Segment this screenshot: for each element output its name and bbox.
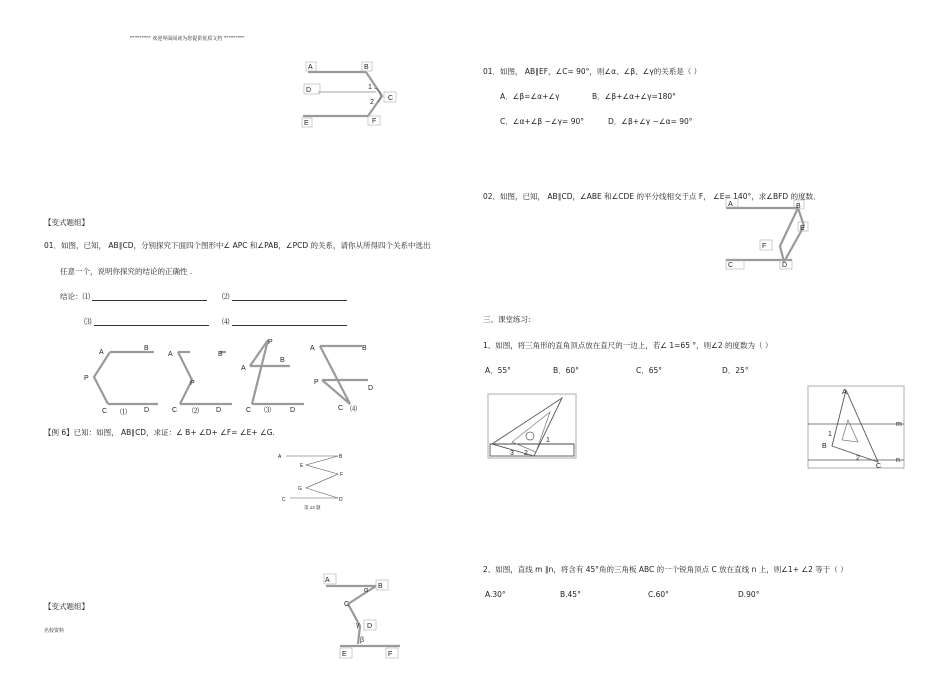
question-01-line1: 01．如图，已知， AB∥CD，分别探究下面四个图形中∠ APC 和∠PAB，∠PCD 的关系，请你从所得四个关系中选出 bbox=[44, 241, 431, 250]
figure-ruler-triangle bbox=[486, 392, 580, 462]
conclusion-label-3: ⑶ bbox=[84, 317, 92, 326]
figure-ab-ef-c bbox=[298, 58, 408, 130]
practice-2-option-a: A.30° bbox=[485, 590, 506, 599]
q02-label-f: F bbox=[762, 243, 767, 250]
right-q01-option-c: C．∠α+∠β −∠γ= 90° bbox=[500, 117, 584, 126]
label-f: F bbox=[372, 118, 377, 125]
abg-label-a: A bbox=[325, 577, 330, 584]
f4-label-c: C bbox=[338, 405, 344, 412]
practice-1-option-d: D．25° bbox=[722, 366, 749, 375]
q02-label-e: E bbox=[800, 225, 805, 232]
right-question-01: 01．如图， AB∥EF，∠C= 90°，则∠α、∠β、∠γ的关系是（ ） bbox=[483, 67, 702, 76]
q02-label-b: B bbox=[796, 203, 801, 210]
practice-2: 2、如图，直线 m ∥n，将含有 45°角的三角板 ABC 的一个锐角顶点 C 放在直线 n 上，则∠1+ ∠2 等于（ ） bbox=[483, 565, 848, 574]
f3-label-d: D bbox=[290, 407, 296, 414]
conclusion-row-1 bbox=[60, 292, 207, 302]
practice-1-option-c: C．65° bbox=[636, 366, 663, 375]
conclusion-label-1: 结论：⑴ bbox=[60, 292, 90, 301]
f3-label-a: A bbox=[241, 365, 246, 372]
f4-label-d: D bbox=[368, 385, 374, 392]
practice-1: 1、如图，将三角形的直角顶点放在直尺的一边上，若∠ 1=65 °，则∠2 的度数为（ ） bbox=[483, 341, 773, 350]
label-c: C bbox=[388, 95, 394, 102]
right-q01-option-b: B．∠β+∠α+∠γ=180° bbox=[592, 92, 676, 101]
ex6-label-g: G bbox=[298, 486, 302, 492]
f3-label-p: P bbox=[268, 339, 273, 346]
answer-blank-3[interactable] bbox=[94, 319, 209, 326]
f1-label-p: P bbox=[84, 375, 89, 382]
question-01-line2: 任意一个，说明你探究的结论的正确性 . bbox=[60, 267, 193, 276]
conclusion-label-4: ⑷ bbox=[222, 317, 230, 326]
abg-label-beta: β bbox=[360, 637, 365, 644]
f4-label-num: ⑷ bbox=[350, 406, 357, 413]
q02-label-d: D bbox=[782, 262, 788, 269]
f4-label-b: B bbox=[362, 345, 367, 352]
ex6-label-d: D bbox=[339, 497, 343, 503]
f1-label-b: B bbox=[144, 345, 149, 352]
abg-label-alpha: α bbox=[364, 587, 369, 594]
label-b: B bbox=[364, 64, 369, 71]
f2-label-b: B bbox=[218, 351, 223, 358]
label-e: E bbox=[304, 120, 309, 127]
f2-label-d: D bbox=[216, 407, 222, 414]
f2-label-a: A bbox=[168, 351, 173, 358]
f4-label-p: P bbox=[314, 379, 319, 386]
ex6-label-a: A bbox=[278, 454, 282, 460]
section-3-heading: 三、课堂练习: bbox=[483, 315, 531, 324]
f3-label-b: B bbox=[280, 357, 285, 364]
footer-small-text: 名校资料 bbox=[44, 628, 65, 634]
bianshi-heading-1: 【变式题组】 bbox=[44, 218, 89, 227]
ex6-label-c: C bbox=[282, 497, 286, 503]
practice-2-option-c: C.60° bbox=[648, 590, 669, 599]
figure-alpha-beta-gamma bbox=[318, 572, 408, 660]
f2-label-num: ⑵ bbox=[192, 408, 199, 415]
figure-2 bbox=[160, 340, 240, 420]
conclusion-label-2: ⑵ bbox=[222, 292, 230, 301]
tp-label-2: 2 bbox=[856, 455, 860, 462]
practice-2-option-b: B.45° bbox=[560, 590, 581, 599]
abg-label-gamma: γ bbox=[356, 622, 360, 629]
tp-label-b: B bbox=[822, 443, 827, 450]
q02-label-c: C bbox=[728, 262, 734, 269]
q02-label-a: A bbox=[728, 201, 733, 208]
answer-blank-4[interactable] bbox=[232, 319, 347, 326]
label-1: 1 bbox=[368, 84, 372, 91]
tp-label-a: A bbox=[842, 389, 847, 396]
example-6: 【例 6】已知：如图， AB∥CD，求证：∠ B+ ∠D+ ∠F= ∠E+ ∠G. bbox=[44, 428, 275, 437]
figure-example-6 bbox=[276, 448, 356, 514]
ex6-caption: 第 13 题 bbox=[304, 505, 321, 510]
f1-label-a: A bbox=[99, 349, 104, 356]
figure-triangle-parallel bbox=[806, 384, 906, 470]
f3-label-num: ⑶ bbox=[264, 407, 271, 414]
tp-label-n: n bbox=[896, 457, 900, 464]
practice-1-option-a: A．55° bbox=[485, 366, 511, 375]
right-q01-option-d: D．∠β+∠γ −∠α= 90° bbox=[608, 117, 693, 126]
f4-label-a: A bbox=[310, 345, 315, 352]
right-q01-option-a: A．∠β=∠α+∠γ bbox=[500, 92, 560, 101]
figure-1 bbox=[82, 340, 162, 420]
label-2: 2 bbox=[370, 99, 374, 106]
conclusion-row-4 bbox=[222, 317, 347, 327]
label-a: A bbox=[308, 64, 313, 71]
f2-label-p: P bbox=[190, 380, 195, 387]
f2-label-c: C bbox=[172, 407, 178, 414]
abg-label-c: C bbox=[344, 601, 350, 608]
conclusion-row-3 bbox=[84, 317, 209, 327]
answer-blank-1[interactable] bbox=[92, 294, 207, 301]
abg-label-f: F bbox=[388, 651, 393, 658]
ruler-label-2: 2 bbox=[524, 450, 528, 457]
tp-label-1: 1 bbox=[828, 431, 832, 438]
abg-label-d: D bbox=[367, 623, 373, 630]
practice-2-option-d: D.90° bbox=[738, 590, 760, 599]
f1-label-c: C bbox=[102, 408, 108, 415]
answer-blank-2[interactable] bbox=[232, 294, 347, 301]
abg-label-e: E bbox=[342, 651, 347, 658]
ex6-label-f: F bbox=[340, 472, 344, 478]
header-watermark: """"""""" 欢迎界面阅读为您提供优质文档 """"""""" bbox=[130, 36, 245, 42]
figure-q02 bbox=[722, 198, 822, 270]
ex6-label-b: B bbox=[339, 454, 343, 460]
bianshi-heading-2: 【变式题组】 bbox=[44, 602, 89, 611]
practice-1-option-b: B．60° bbox=[553, 366, 579, 375]
conclusion-row-2 bbox=[222, 292, 347, 302]
ruler-label-1: 1 bbox=[546, 437, 550, 444]
right-question-02: 02．如图，已知， AB∥CD，∠ABE 和∠CDE 的平分线相交于点 F， ∠E= 140°，求∠BFD 的度数． bbox=[483, 192, 821, 201]
f1-label-num: ⑴ bbox=[120, 409, 127, 416]
figure-4 bbox=[306, 338, 386, 420]
tp-label-c: C bbox=[876, 463, 882, 470]
f1-label-d: D bbox=[144, 407, 150, 414]
abg-label-b: B bbox=[378, 583, 383, 590]
ruler-label-3: 3 bbox=[510, 450, 514, 457]
ex6-label-e: E bbox=[300, 463, 304, 469]
label-d: D bbox=[306, 87, 312, 94]
f3-label-c: C bbox=[246, 407, 252, 414]
tp-label-m: m bbox=[896, 421, 902, 428]
